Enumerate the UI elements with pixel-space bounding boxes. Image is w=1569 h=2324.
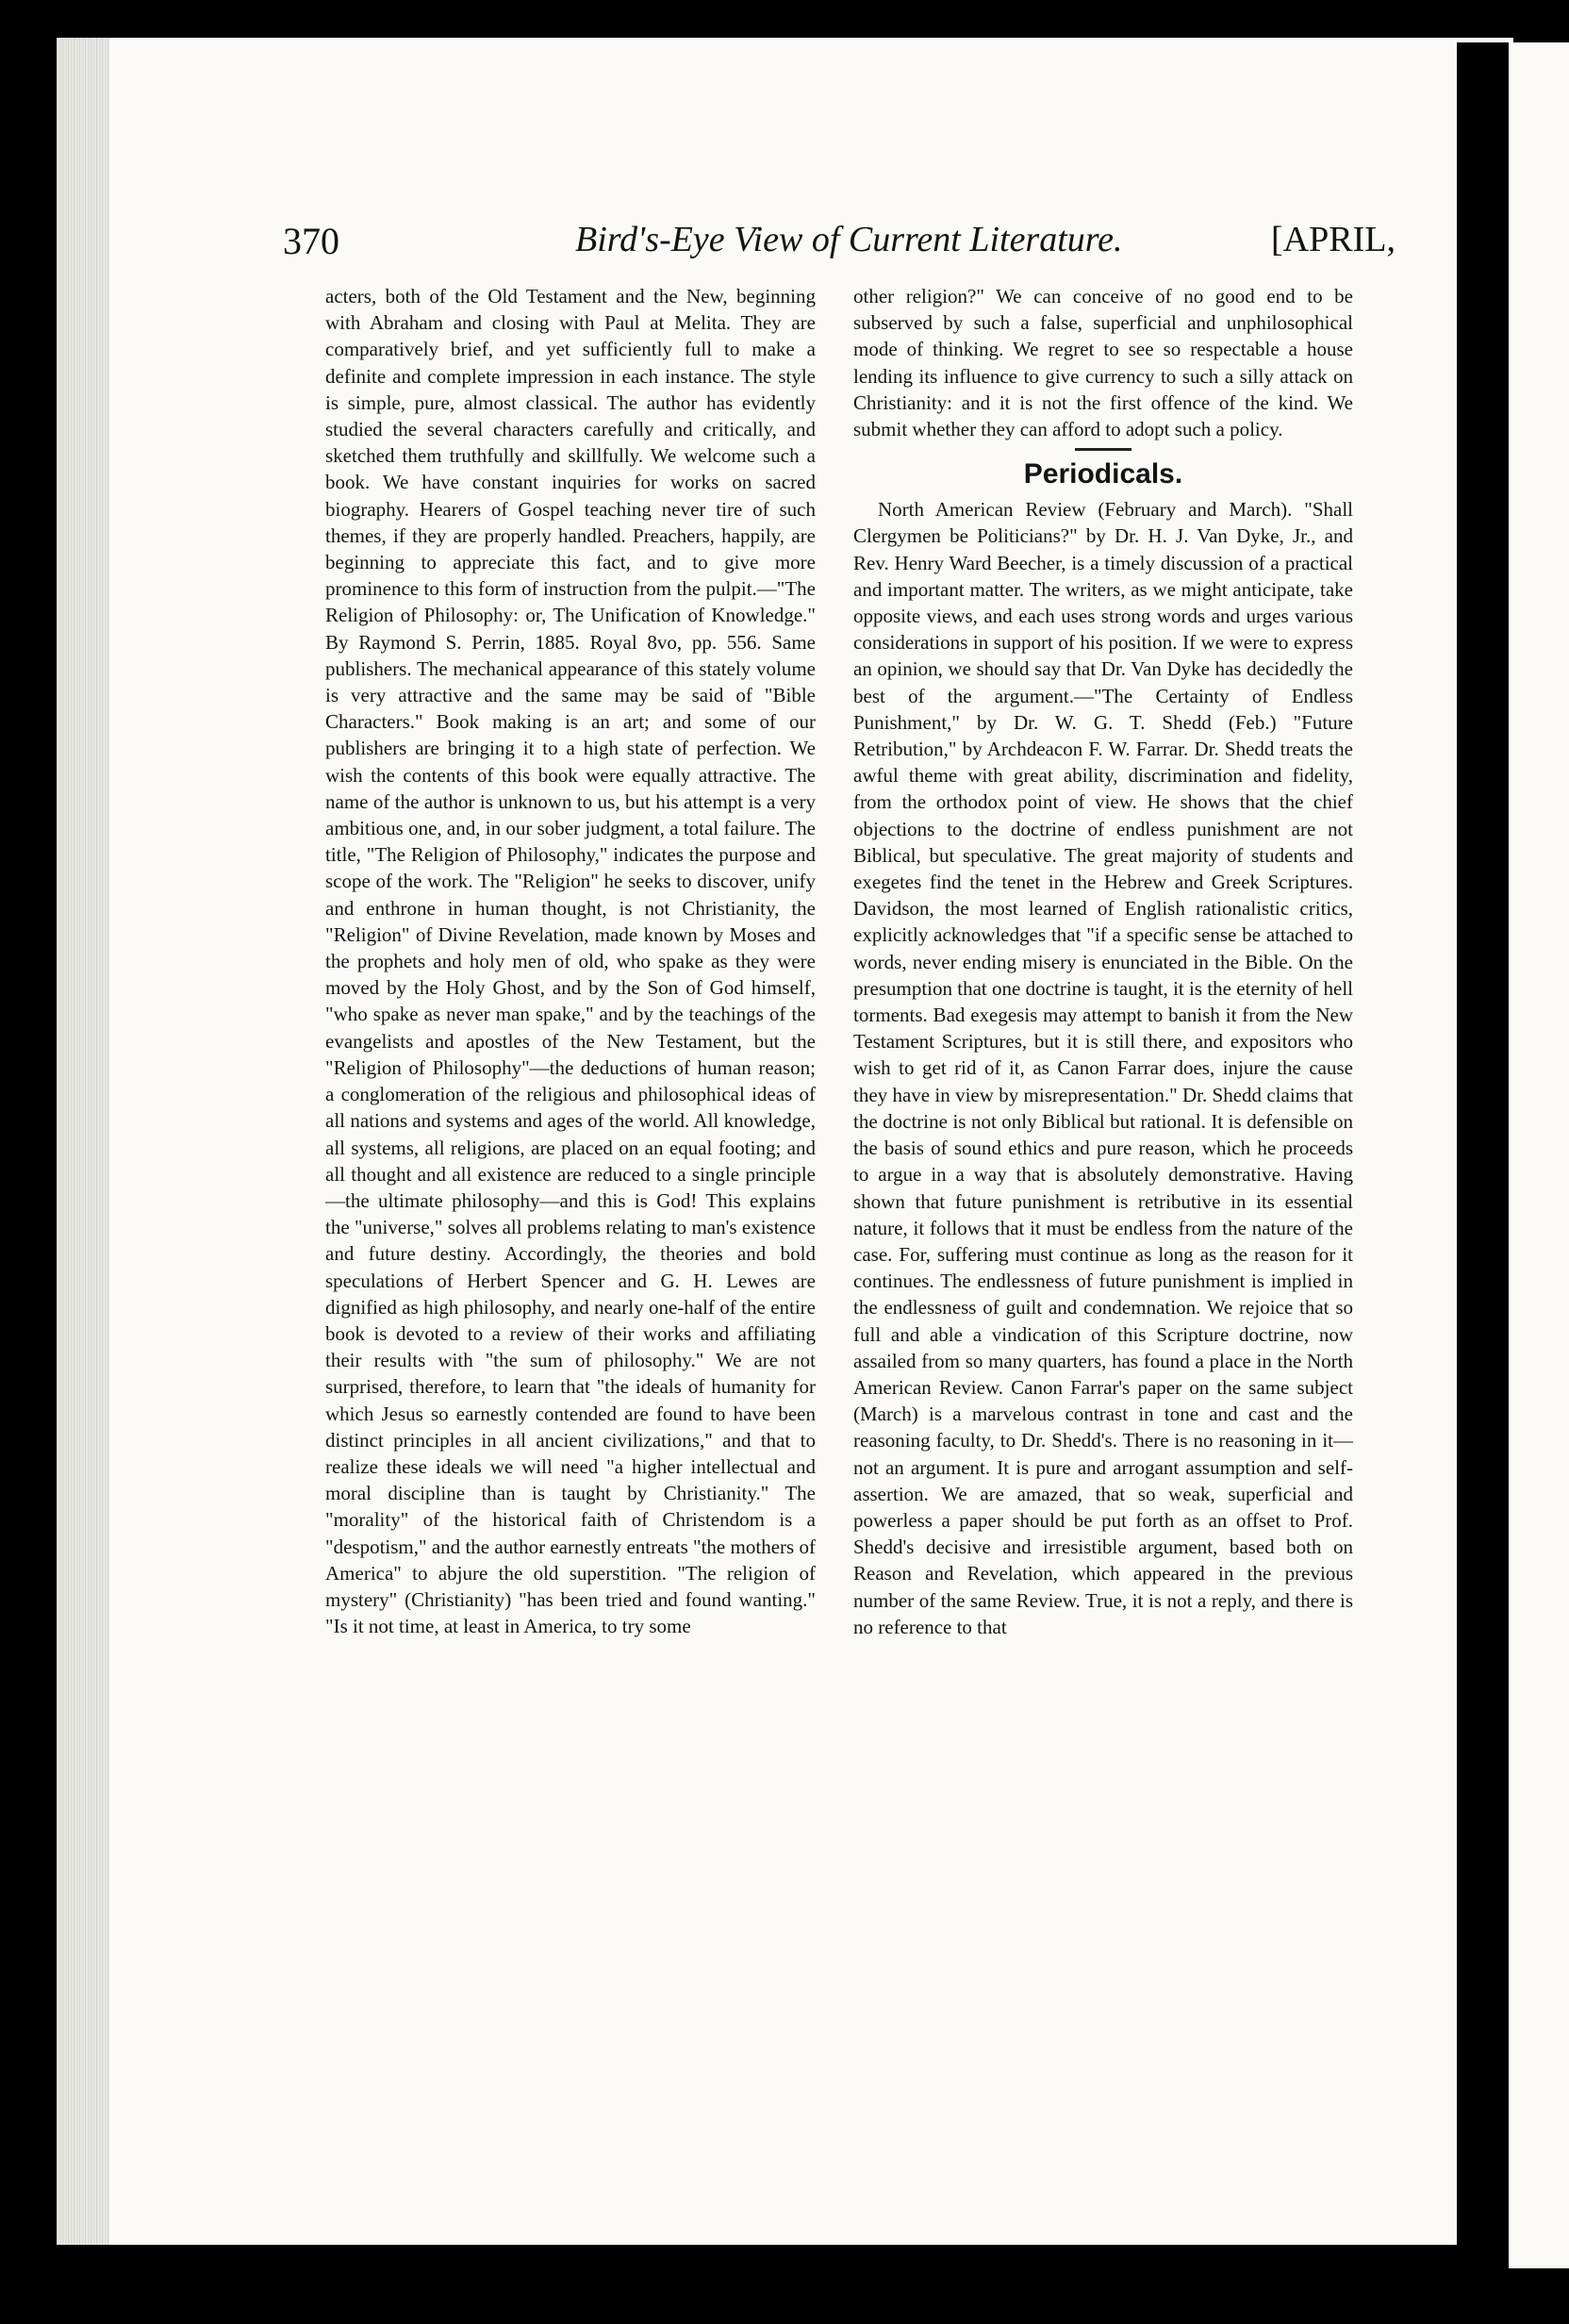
- page-header: [283, 219, 1396, 275]
- right-column: [853, 283, 1353, 1640]
- issue-month: [APRIL,: [1271, 220, 1396, 259]
- page-number: 370: [283, 220, 339, 262]
- page-spine-edge: [57, 38, 109, 2245]
- section-heading: Periodicals.: [1023, 458, 1183, 490]
- adjacent-page-edge: [1509, 42, 1569, 2268]
- left-column-text: acters, both of the Old Testament and the New, beginning with Abraham and closing with Paul at Melita. They are comparatively brief, and yet sufficiently full to make a definite and complete impression in each instance. The style is simple, pure, almost classical. The author has evidently studied the several characters carefully and critically, and sketched them truthfully and skillfully. We welcome such a book. We have constant inquiries for works on sacred biography. Hearers of Gospel teaching never tire of such themes, if they are properly handled. Preachers, happily, are beginning to appreciate this fact, and to give more prominence to this form of instruction from the pulpit.—"The Religion of Philosophy: or, The Unification of Knowledge." By Raymond S. Perrin, 1885. Royal 8vo, pp. 556. Same publishers. The mechanical appearance of this stately volume is very attractive and the same may be said of "Bible Characters." Book making is an art; and some of our publishers are bringing it to a high state of perfection. We wish the contents of this book were equally attractive. The name of the author is unknown to us, but his attempt is a very ambitious one, and, in our sober judgment, a total failure. The title, "The Religion of Philosophy," indicates the purpose and scope of the work. The "Religion" he seeks to discover, unify and enthrone in human thought, is not Christianity, the "Religion" of Divine Revelation, made known by Moses and the prophets and holy men of old, who spake as they were moved by the Holy Ghost, and by the Son of God himself, "who spake as never man spake," and by the teachings of the evangelists and apostles of the New Testament, but the "Religion of Philosophy"—the deductions of human reason; a conglomeration of the religious and philosophical ideas of all nations and systems and ages of the world. All knowledge, all systems, all religions, are placed on an equal footing; and all thought and all existence are reduced to a single principle—the ultimate philosophy—and this is God! This explains the "universe," solves all problems relating to man's existence and future destiny. Accordingly, the theories and bold speculations of Herbert Spencer and G. H. Lewes are dignified as high philosophy, and nearly one-half of the entire book is devoted to a review of their works and affiliating their results with "the sum of philosophy." We are not surprised, therefore, to learn that "the ideals of humanity for which Jesus so earnestly contended are found to have been distinct principles in all ancient civilizations," and that to realize these ideals we will need "a higher intellectual and moral discipline than is taught by Christianity." The "morality" of the historical faith of Christendom is a "despotism," and the author earnestly entreats "the mothers of America" to abjure the old superstition. "The religion of mystery" (Christianity) "has been tried and found wanting." "Is it not time, at least in America, to try some: [325, 285, 816, 1638]
- running-title: Bird's-Eye View of Current Literature.: [575, 220, 1123, 259]
- section-divider: [1075, 448, 1131, 451]
- page-gutter: [1457, 42, 1509, 2268]
- left-column: [325, 283, 816, 1639]
- right-column-intro: other religion?" We can conceive of no good end to be subserved by such a false, superficial and unphilosophical mode of thinking. We regret to see so respectable a house lending its influence to give currency to such a silly attack on Christianity: and it is not the first offence of the kind. We submit whether they can afford to adopt such a policy.: [853, 285, 1353, 441]
- right-column-body: North American Review (February and March). "Shall Clergymen be Politicians?" by Dr. H. J. Van Dyke, Jr., and Rev. Henry Ward Beecher, is a timely discussion of a practical and important matter. The writers, as we might anticipate, take opposite views, and each uses strong words and urges various considerations in support of his position. If we were to express an opinion, we should say that Dr. Van Dyke has decidedly the best of the argument.—"The Certainty of Endless Punishment," by Dr. W. G. T. Shedd (Feb.) "Future Retribution," by Archdeacon F. W. Farrar. Dr. Shedd treats the awful theme with great ability, discrimination and fidelity, from the orthodox point of view. He shows that the chief objections to the doctrine of endless punishment are not Biblical, but speculative. The great majority of students and exegetes find the tenet in the Hebrew and Greek Scriptures. Davidson, the most learned of English rationalistic critics, explicitly acknowledges that "if a specific sense be attached to words, never ending misery is enunciated in the Bible. On the presumption that one doctrine is taught, it is the eternity of hell torments. Bad exegesis may attempt to banish it from the New Testament Scriptures, but it is still there, and expositors who wish to get rid of it, as Canon Farrar does, injure the cause they have in view by misrepresentation." Dr. Shedd claims that the doctrine is not only Biblical but rational. It is defensible on the basis of sound ethics and pure reason, which he proceeds to argue in a way that is absolutely demonstrative. Having shown that future punishment is retributive in its essential nature, it follows that it must be endless from the nature of the case. For, suffering must continue as long as the reason for it continues. The endlessness of future punishment is implied in the endlessness of guilt and condemnation. We rejoice that so full and able a vindication of this Scripture doctrine, now assailed from so many quarters, has found a place in the North American Review. Canon Farrar's paper on the same subject (March) is a marvelous contrast in tone and cast and the reasoning faculty, to Dr. Shedd's. There is no reasoning in it—not an argument. It is pure and arrogant assumption and self-assertion. We are amazed, that so weak, superficial and powerless a paper should be put forth as an offset to Prof. Shedd's decisive and irresistible argument, based both on Reason and Revelation, which appeared in the previous number of the same Review. True, it is not a reply, and there is no reference to that: [853, 498, 1353, 1638]
